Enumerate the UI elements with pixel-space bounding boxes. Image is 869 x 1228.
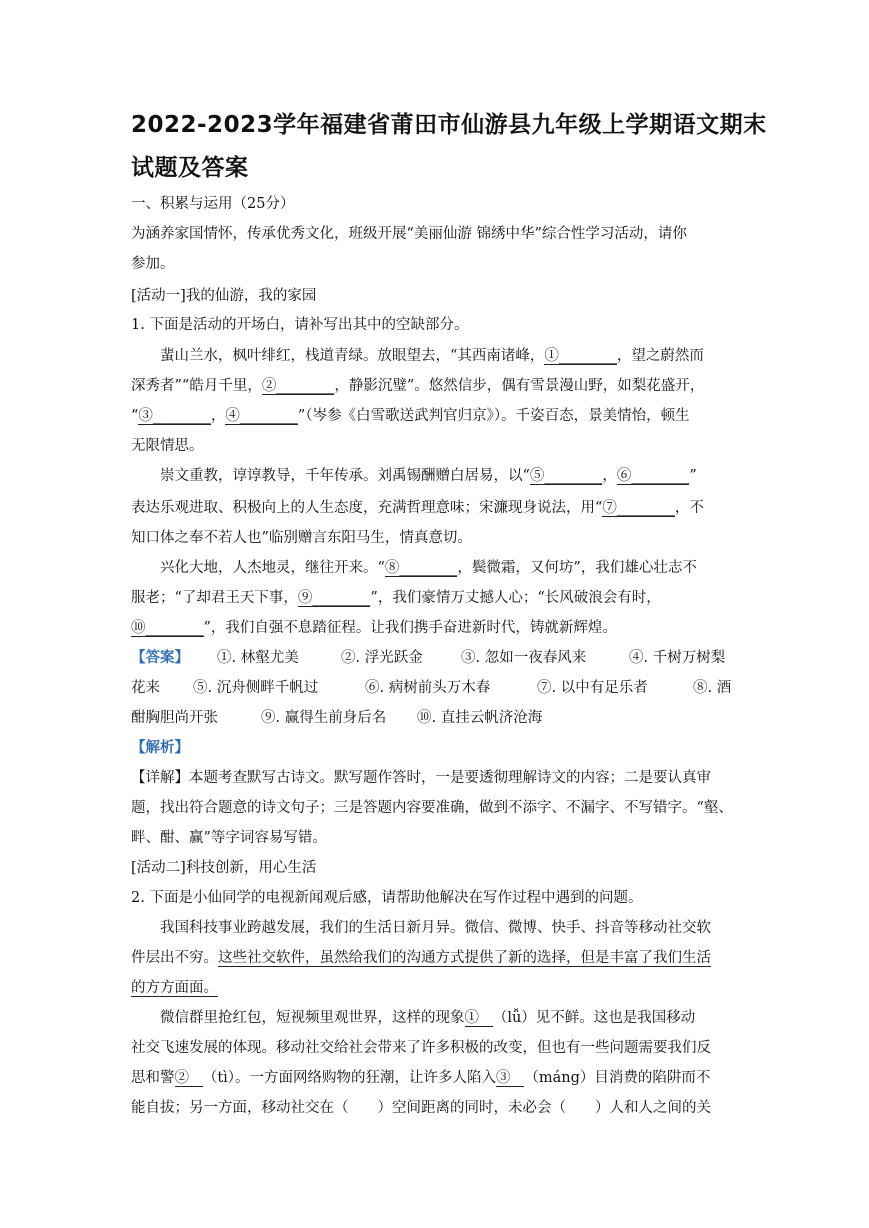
passage-1-line-1: [160, 346, 740, 366]
answer-item: ②. 浮光跃金: [341, 650, 423, 666]
passage-2-line-2: [131, 498, 741, 518]
detail-line-2: 题，找出符合题意的诗文句子；三是答题内容要准确，做到不添字、不漏字、不写错字。“壑、: [131, 800, 733, 816]
analysis-label: 【解析】: [131, 739, 189, 756]
blank-q2-3: ③: [496, 1070, 525, 1086]
text: （lǚ）见不鲜。这也是我国移动: [492, 1010, 696, 1026]
document-title-line-1: 2022-2023学年福建省莆田市仙游县九年级上学期语文期末: [131, 112, 767, 138]
underlined-sentence: 这些社交软件，虽然给我们的沟通方式提供了新的选择，但是丰富了我们生活: [218, 950, 711, 966]
blank-4: ④________: [225, 408, 298, 424]
passage-1-line-4: 无限情思。: [131, 438, 204, 454]
text: 思和警: [131, 1070, 175, 1086]
text: ，鬓微霜，又何坊”，我们雄心壮志不: [457, 560, 697, 576]
q2-passage-2-line-1: [160, 1008, 740, 1028]
passage-1-line-3: [131, 406, 741, 426]
text: “: [131, 408, 139, 424]
passage-3-line-3: [131, 618, 741, 638]
answer-item: ⑩. 直挂云帆济沧海: [417, 710, 543, 726]
text: ”: [689, 468, 697, 484]
text: 件层出不穷。: [131, 950, 218, 966]
answer-item: ④. 千树万树梨: [629, 650, 726, 666]
text: （máng）目消费的陷阱而不: [524, 1070, 711, 1086]
passage-2-line-3: 知口体之奉不若人也”临别赠言东阳马生，情真意切。: [131, 530, 472, 546]
blank-3: ③________: [138, 408, 211, 424]
blank-9: ⑨________: [297, 590, 371, 606]
answer-item: ⑦. 以中有足乐者: [537, 680, 648, 696]
answer-item: ⑤. 沉舟侧畔千帆过: [193, 680, 319, 696]
passage-1-line-2: [131, 376, 741, 396]
answer-item: 酣胸胆尚开张: [131, 710, 218, 726]
answer-item: 花来: [131, 680, 160, 696]
answer-item: ⑧. 酒: [693, 680, 732, 696]
document-title-line-2: 试题及答案: [131, 155, 249, 181]
question-2: 2. 下面是小仙同学的电视新闻观后感，请帮助他解决在写作过程中遇到的问题。: [131, 890, 643, 906]
text: 深秀者”“皓月千里，: [131, 378, 262, 394]
text: ，望之蔚然而: [616, 348, 704, 364]
blank-5: ⑤________: [529, 468, 603, 484]
passage-2-line-1: [160, 466, 740, 486]
blank-10: ⑩________: [131, 620, 204, 636]
detail-line-1: 【详解】本题考查默写古诗文。默写题作答时，一是要透彻理解诗文的内容；二是要认真审: [131, 770, 711, 786]
q2-passage-2-line-3: [131, 1068, 741, 1088]
detail-line-3: 畔、酣、赢”等字词容易写错。: [131, 830, 327, 846]
blank-7: ⑦________: [602, 500, 675, 516]
intro-line-2: 参加。: [131, 256, 175, 272]
text: ”，我们自强不息踏征程。让我们携手奋进新时代，铸就新辉煌。: [203, 620, 617, 636]
answer-item: ①. 林壑尤美: [217, 650, 299, 666]
text: 服老；“了却君王天下事，: [131, 590, 298, 606]
intro-line-1: 为涵养家国情怀，传承优秀文化，班级开展“美丽仙游 锦绣中华”综合性学习活动，请你: [131, 226, 687, 242]
blank-8: ⑧________: [384, 560, 458, 576]
activity-1-heading: [活动一]我的仙游，我的家园: [131, 288, 317, 304]
passage-3-line-1: [160, 558, 740, 578]
q2-passage-2-line-2: 社交飞速发展的体现。移动社交给社会带来了许多积极的改变，但也有一些问题需要我们反: [131, 1040, 711, 1056]
section-heading: 一、积累与运用（25分）: [131, 196, 295, 212]
q2-passage-2-line-4: 能自拔；另一方面，移动社交在（ ）空间距离的同时，未必会（ ）人和人之间的关: [131, 1100, 711, 1116]
blank-2: ②________: [261, 378, 335, 394]
text: ，: [210, 408, 226, 424]
answer-item: ⑥. 病树前头万木春: [365, 680, 491, 696]
text: 蜚山兰水，枫叶绯红，栈道青绿。放眼望去，“其西南诸峰，: [160, 348, 545, 364]
answer-item: ③. 忽如一夜春风来: [461, 650, 587, 666]
text: （tì）。一方面网络购物的狂潮，让许多人陷入: [202, 1070, 497, 1086]
q2-passage-1-line-2: [131, 948, 741, 968]
activity-2-heading: [活动二]科技创新，用心生活: [131, 860, 317, 876]
blank-q2-1: ①: [464, 1010, 493, 1026]
text: 微信群里抢红包，短视频里观世界，这样的现象: [160, 1010, 465, 1026]
blank-q2-2: ②: [174, 1070, 203, 1086]
question-1: 1. 下面是活动的开场白，请补写出其中的空缺部分。: [131, 317, 469, 333]
answer-item: ⑨. 赢得生前身后名: [261, 710, 387, 726]
text: 崇文重教，谆谆教导，千年传承。刘禹锡酬赠白居易，以“: [160, 468, 530, 484]
q2-passage-1-line-3: [131, 978, 741, 998]
text: ”（岑参《白雪歌送武判官归京》）。千姿百态，景美情怡，顿生: [297, 408, 690, 424]
underlined-sentence-end: 的方方面面。: [131, 980, 218, 996]
text: 兴化大地，人杰地灵，继往开来。“: [160, 560, 385, 576]
blank-1: ①________: [544, 348, 617, 364]
text: ，: [602, 468, 617, 484]
passage-3-line-2: [131, 588, 741, 608]
blank-6: ⑥________: [616, 468, 690, 484]
text: 表达乐观进取、积极向上的人生态度，充满哲理意味；宋濂现身说法，用“: [131, 500, 603, 516]
q2-passage-1-line-1: 我国科技事业跨越发展，我们的生活日新月异。微信、微博、快手、抖音等移动社交软: [160, 920, 711, 936]
text: ，不: [674, 500, 704, 516]
text: ，静影沉璧”。悠然信步，偶有雪景漫山野，如梨花盛开，: [334, 378, 705, 394]
answer-label: 【答案】: [131, 649, 189, 666]
text: ”，我们豪情万丈撼人心；“长风破浪会有时，: [370, 590, 661, 606]
